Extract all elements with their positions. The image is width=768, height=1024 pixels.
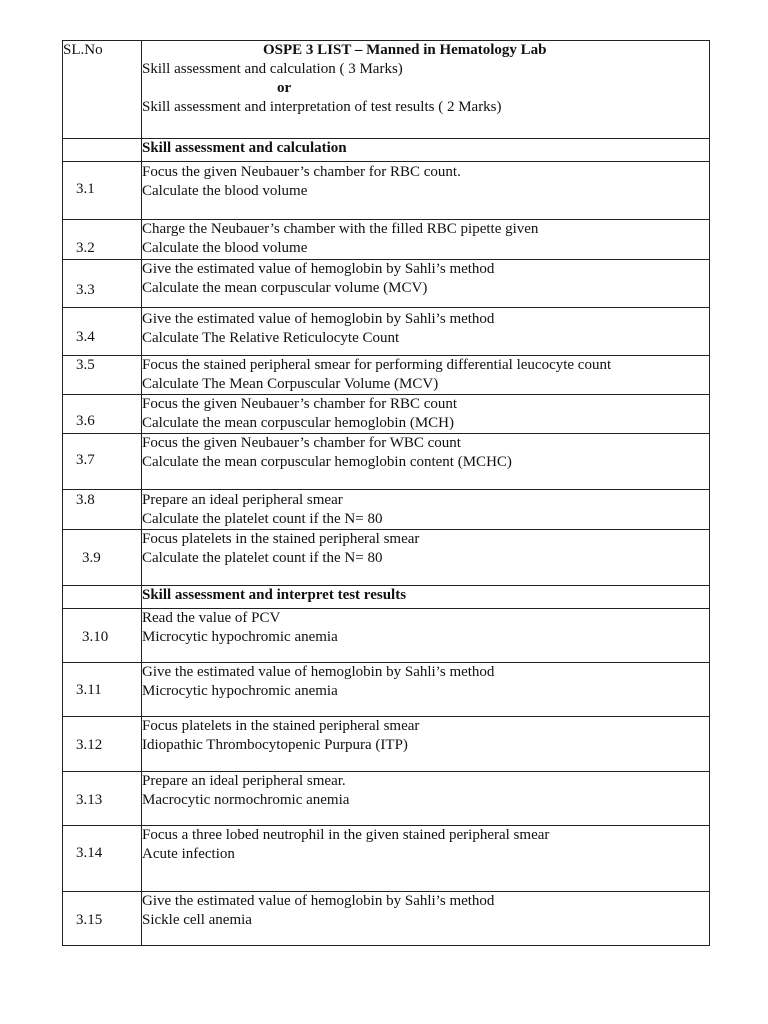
table-row [63,395,710,434]
row-line-2: Macrocytic normochromic anemia [142,792,350,808]
table-row [63,609,710,663]
row-line-2: Microcytic hypochromic anemia [142,629,338,645]
table-row [63,220,710,260]
table-row [63,663,710,717]
row-number: 3.8 [76,492,95,508]
section-heading-row [63,139,710,162]
row-line-1: Give the estimated value of hemoglobin by Sahli’s method [142,664,495,680]
row-line-2: Idiopathic Thrombocytopenic Purpura (ITP) [142,737,408,753]
row-number: 3.2 [76,240,95,256]
row-number: 3.10 [82,629,109,645]
row-line-1: Focus platelets in the stained peripheral smear [142,718,420,734]
header-line-1: Skill assessment and calculation ( 3 Marks) [142,61,403,77]
table-row [63,162,710,220]
table-title: OSPE 3 LIST – Manned in Hematology Lab [263,42,547,58]
row-line-1: Focus a three lobed neutrophil in the given stained peripheral smear [142,827,550,843]
row-line-1: Charge the Neubauer’s chamber with the filled RBC pipette given [142,221,539,237]
sl-no-label: SL.No [63,42,103,58]
row-line-2: Calculate the mean corpuscular hemoglobin (MCH) [142,415,454,431]
row-number: 3.14 [76,845,103,861]
row-line-1: Focus the given Neubauer’s chamber for RBC count [142,396,458,412]
row-line-1: Focus the given Neubauer’s chamber for RBC count. [142,164,461,180]
row-number: 3.12 [76,737,103,753]
table-row [63,717,710,772]
row-number: 3.7 [76,452,95,468]
row-number: 3.6 [76,413,95,429]
sl-no-header [63,41,142,139]
table-row [63,826,710,892]
row-line-1: Read the value of PCV [142,610,281,626]
row-line-1: Prepare an ideal peripheral smear [142,492,343,508]
row-line-2: Calculate the platelet count if the N= 80 [142,511,383,527]
row-line-2: Microcytic hypochromic anemia [142,683,338,699]
row-line-1: Focus the given Neubauer’s chamber for WBC count [142,435,461,451]
table-row [63,434,710,490]
section-heading: Skill assessment and calculation [142,139,710,162]
row-number: 3.3 [76,282,95,298]
header-line-2: Skill assessment and interpretation of test results ( 2 Marks) [142,99,502,115]
row-line-1: Give the estimated value of hemoglobin by Sahli’s method [142,893,495,909]
section-heading-row [63,586,710,609]
row-line-1: Give the estimated value of hemoglobin by Sahli’s method [142,311,495,327]
table-row [63,356,710,395]
table-title-cell [142,41,710,139]
row-line-2: Calculate the blood volume [142,183,308,199]
ospe-table [62,40,710,946]
row-line-1: Focus the stained peripheral smear for performing differential leucocyte count [142,357,612,373]
row-line-1: Focus platelets in the stained peripheral smear [142,531,420,547]
section-heading: Skill assessment and interpret test results [142,586,710,609]
row-number: 3.5 [76,357,95,373]
row-number: 3.11 [76,682,102,698]
table-row [63,308,710,356]
table-row [63,530,710,586]
row-line-1: Give the estimated value of hemoglobin by Sahli’s method [142,261,495,277]
row-line-2: Calculate the mean corpuscular volume (MCV) [142,280,428,296]
row-number: 3.1 [76,181,95,197]
table-row [63,772,710,826]
row-number: 3.4 [76,329,95,345]
row-line-2: Calculate The Relative Reticulocyte Count [142,330,400,346]
row-number: 3.15 [76,912,103,928]
table-header-row [63,41,710,139]
row-line-1: Prepare an ideal peripheral smear. [142,773,346,789]
row-number: 3.13 [76,792,103,808]
row-line-2: Calculate The Mean Corpuscular Volume (MCV) [142,376,439,392]
row-line-2: Calculate the platelet count if the N= 80 [142,550,383,566]
row-line-2: Acute infection [142,846,235,862]
row-number: 3.9 [82,550,101,566]
row-line-2: Calculate the blood volume [142,240,308,256]
table-row [63,490,710,530]
table-row [63,892,710,946]
row-line-2: Sickle cell anemia [142,912,252,928]
header-or: or [277,80,292,96]
table-row [63,260,710,308]
row-line-2: Calculate the mean corpuscular hemoglobin content (MCHC) [142,454,512,470]
